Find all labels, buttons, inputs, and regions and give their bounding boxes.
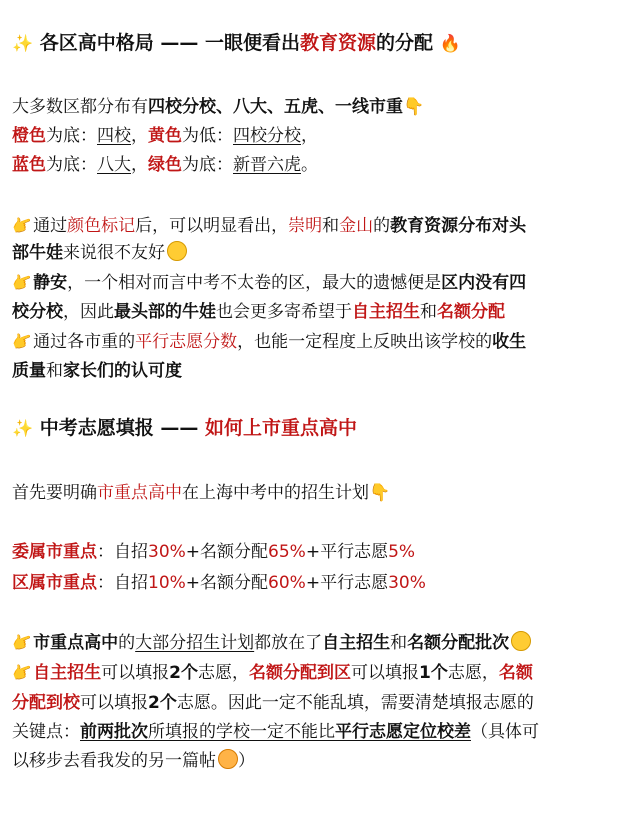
sparkles-icon: ✨ [12, 419, 34, 439]
hand-pointing-right-icon: 👉 [9, 269, 36, 297]
text-line: 质量和家长们的认可度 [12, 361, 182, 381]
section1-title: ✨ 各区高中格局 —— 一眼便看出教育资源的分配 🔥 [12, 32, 461, 54]
hand-pointing-down-icon: 👇 [369, 483, 391, 503]
text-line: 以移步去看我发的另一篇帖 ） [12, 751, 255, 771]
text-line: 👉自主招生可以填报2个志愿，名额分配到区可以填报1个志愿，名额 [9, 659, 533, 687]
quota-row-qu: 区属市重点：自招10%+名额分配60%+平行志愿30% [12, 573, 426, 593]
text-line: 校分校，因此最头部的牛娃也会更多寄希望于自主招生和名额分配 [12, 302, 505, 322]
quota-row-wei: 委属市重点：自招30%+名额分配65%+平行志愿5% [12, 542, 416, 562]
hand-pointing-right-icon: 👉 [9, 212, 36, 240]
section2-title: ✨ 中考志愿填报 —— 如何上市重点高中 [12, 417, 358, 439]
text-line: 橙色为底：四校，黄色为低：四校分校， [12, 126, 318, 146]
text-line: 关键点：前两批次所填报的学校一定不能比平行志愿定位校差（具体可 [12, 722, 539, 742]
text-line: 👉通过颜色标记后，可以明显看出，崇明和金山的教育资源分布对头 [9, 212, 527, 240]
crying-face-icon [167, 241, 187, 261]
hand-pointing-right-icon: 👉 [9, 659, 36, 687]
text-line: 👉市重点高中的大部分招生计划都放在了自主招生和名额分配批次 [12, 628, 632, 653]
sunglasses-face-icon [511, 631, 531, 651]
hand-pointing-right-icon: 👉 [9, 629, 36, 657]
text-line: 部牛娃来说很不友好 [12, 238, 632, 263]
text-line: 分配到校可以填报2个志愿。因此一定不能乱填，需要清楚填报志愿的 [12, 693, 534, 713]
fire-icon: 🔥 [439, 34, 461, 54]
hand-pointing-down-icon: 👇 [403, 97, 425, 117]
text-line: 蓝色为底：八大，绿色为底：新晋六虎。 [12, 155, 318, 175]
text-line: 👉静安，一个相对而言中考不太卷的区，最大的遗憾便是区内没有四 [9, 269, 527, 297]
hand-pointing-right-icon: 👉 [9, 328, 36, 356]
smiling-face-icon [218, 749, 238, 769]
sparkles-icon: ✨ [12, 34, 34, 54]
text-line: 大多数区都分布有四校分校、八大、五虎、一线市重👇 [12, 97, 425, 117]
text-line: 首先要明确市重点高中在上海中考中的招生计划👇 [12, 483, 391, 503]
text-line: 👉通过各市重的平行志愿分数，也能一定程度上反映出该学校的收生 [9, 328, 527, 356]
